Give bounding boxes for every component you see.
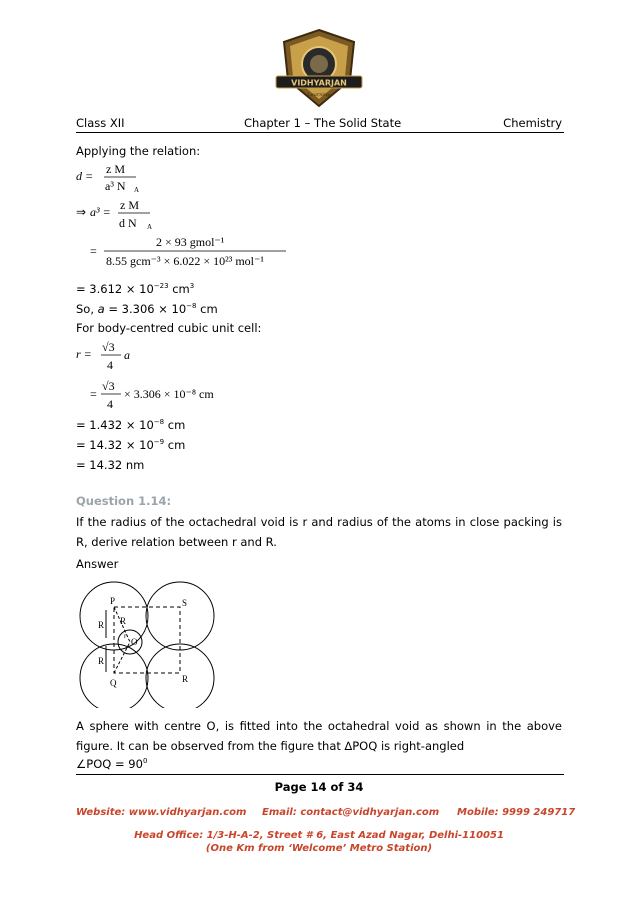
footer-divider xyxy=(76,774,564,775)
four-b: 4 xyxy=(107,397,113,411)
result-a: So, $a = 3.306 \times 10^{-8}$ cm xyxy=(76,302,218,316)
header-class: Class XII xyxy=(76,116,125,130)
label-R-lower: R xyxy=(98,656,105,666)
density-formula xyxy=(76,160,316,272)
footer-website[interactable]: Website: www.vidhyarjan.com xyxy=(76,807,247,818)
question-label: Question 1.14: xyxy=(76,494,172,508)
result-r2: = $14.32 \times 10^{-9}$ cm xyxy=(76,438,186,452)
result-a3: = $3.612 \times 10^{-23}$ $cm^3$ xyxy=(76,282,195,296)
label-R-corner: R xyxy=(182,674,189,684)
header-divider xyxy=(76,132,564,133)
octahedral-void-figure xyxy=(76,576,218,708)
denominator-2: 8.55 gcm⁻³ × 6.022 × 10²³ mol⁻¹ xyxy=(106,254,264,268)
footer-email[interactable]: Email: contact@vidhyarjan.com xyxy=(262,807,440,818)
result-r3: = 14.32 nm xyxy=(76,458,145,472)
vidhyarjan-logo xyxy=(270,28,368,112)
answer-label: Answer xyxy=(76,557,119,571)
d-denominator: a³ N xyxy=(105,179,126,193)
logo-tagline: Learning xyxy=(307,92,331,98)
bcc-label: For body-centred cubic unit cell: xyxy=(76,321,262,335)
description-text: A sphere with centre O, is fitted into the octahedral void as shown in the above figure. It can be observed from the figure that ∆POQ is right-angled xyxy=(76,719,562,753)
equals-2: = xyxy=(90,387,97,401)
var-a: a xyxy=(124,348,130,362)
label-S: S xyxy=(182,598,188,608)
question-text: If the radius of the octachedral void is r and radius of the atoms in close packing is R, derive relation between r and R. xyxy=(76,515,562,549)
sqrt3: √3 xyxy=(102,340,115,354)
footer-office: Head Office: 1/3-H-A-2, Street # 6, East Azad Nagar, Delhi-110051 xyxy=(134,830,504,841)
logo-brand: VIDHYARJAN xyxy=(291,78,347,88)
r-lhs: r = xyxy=(76,347,92,361)
four: 4 xyxy=(107,358,113,372)
times-value: × 3.306 × 10⁻⁸ cm xyxy=(124,387,214,401)
label-R-diag: R xyxy=(120,616,127,626)
equals-sign: = xyxy=(90,244,97,258)
d-sub-a: A xyxy=(134,186,140,194)
intro-text: Applying the relation: xyxy=(76,144,201,158)
d-numerator: z M xyxy=(106,162,125,176)
footer-office-note: (One Km from ‘Welcome’ Metro Station) xyxy=(205,843,433,854)
radius-formula xyxy=(76,338,256,412)
footer-mobile: Mobile: 9999 249717 xyxy=(457,807,576,818)
label-r: r xyxy=(124,632,127,640)
result-r1: = $1.432 \times 10^{-8}$ cm xyxy=(76,418,186,432)
numerator-2: 2 × 93 gmol⁻¹ xyxy=(156,235,225,249)
page-number: Page 14 of 34 xyxy=(274,780,364,794)
label-O: O xyxy=(131,637,138,647)
label-R-upper: R xyxy=(98,620,105,630)
implies-arrow: ⇒ xyxy=(76,205,87,219)
header-subject: Chemistry xyxy=(503,116,562,130)
a3-lhs: a³ = xyxy=(90,205,111,219)
a3-denominator: d N xyxy=(119,216,137,230)
d-lhs: d = xyxy=(76,169,94,183)
header-chapter: Chapter 1 – The Solid State xyxy=(244,116,402,130)
a3-numerator: z M xyxy=(120,198,139,212)
a3-sub-a: A xyxy=(147,223,153,231)
label-Q: Q xyxy=(110,678,117,688)
angle-text: ∠POQ = $90^0$ xyxy=(76,757,148,771)
label-P: P xyxy=(110,596,116,606)
sqrt3-b: √3 xyxy=(102,379,115,393)
page-header xyxy=(76,116,562,132)
